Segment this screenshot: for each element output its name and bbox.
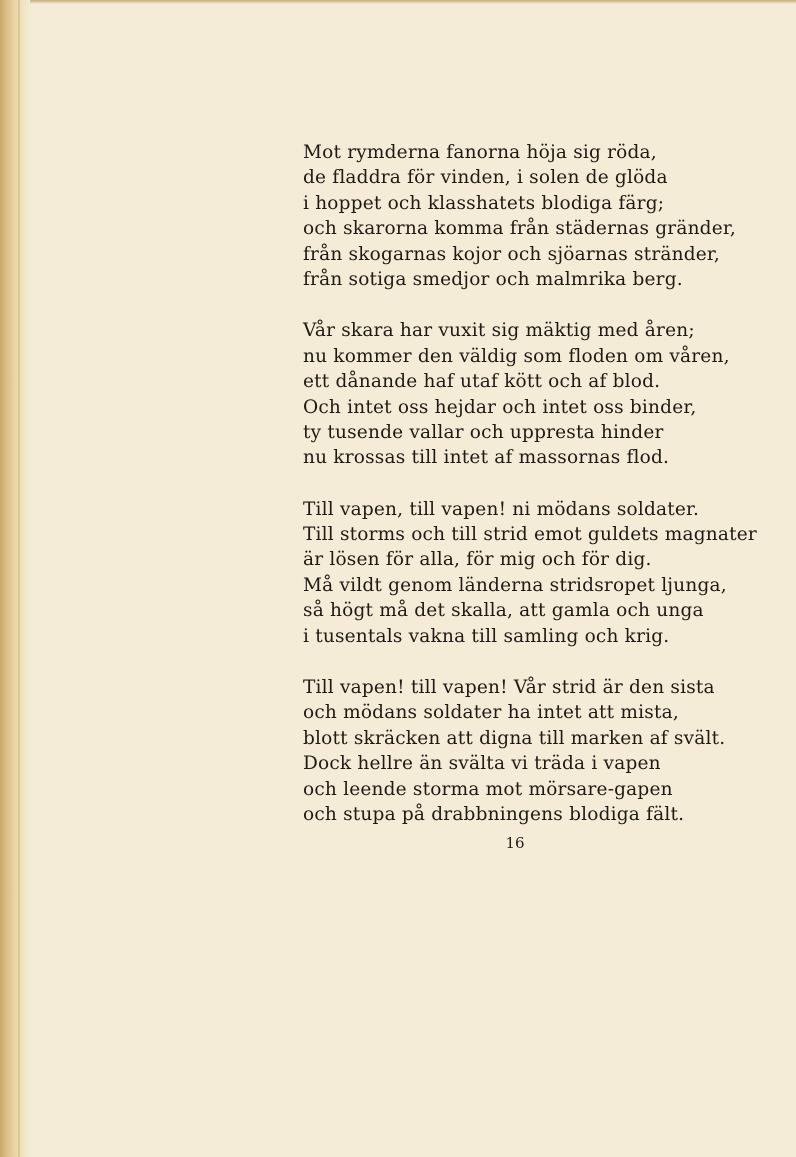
poem-line: Och intet oss hejdar och intet oss binder, <box>303 396 697 418</box>
poem-line: och mödans soldater ha intet att mista, <box>303 702 679 724</box>
poem-line: Dock hellre än svälta vi träda i vapen <box>303 753 661 775</box>
poem-line: och leende storma mot mörsare-gapen <box>303 778 673 800</box>
stanza-3 <box>303 497 773 649</box>
poem-line: Till storms och till strid emot guldets magnater <box>303 524 757 546</box>
poem-line: blott skräcken att digna till marken af svält. <box>303 727 726 749</box>
poem-line: i hoppet och klasshatets blodiga färg; <box>303 192 665 214</box>
binding-edge-line <box>18 0 20 1157</box>
poem-line: nu krossas till intet af massornas flod. <box>303 447 670 469</box>
poem-line: så högt må det skalla, att gamla och unga <box>303 600 704 622</box>
poem-line: Må vildt genom länderna stridsropet ljunga, <box>303 574 727 596</box>
poem-line: Till vapen! till vapen! Vår strid är den sista <box>303 677 715 699</box>
stanza-1 <box>303 140 773 292</box>
poem-line: ett dånande haf utaf kött och af blod. <box>303 371 661 393</box>
poem-line: de fladdra för vinden, i solen de glöda <box>303 167 668 189</box>
book-binding <box>0 0 30 1157</box>
poem-line: Mot rymderna fanorna höja sig röda, <box>303 142 657 163</box>
poem-text <box>303 140 773 853</box>
poem-line: från skogarnas kojor och sjöarnas stränder, <box>303 243 720 265</box>
page-number: 16 <box>505 834 525 852</box>
poem-line: är lösen för alla, för mig och för dig. <box>303 549 652 571</box>
poem-line: Vår skara har vuxit sig mäktig med åren; <box>303 320 695 342</box>
poem-line: nu kommer den väldig som floden om våren, <box>303 345 730 367</box>
poem-line: och skarorna komma från städernas gränder, <box>303 218 736 240</box>
stanza-4 <box>303 675 773 827</box>
poem-line: Till vapen, till vapen! ni mödans soldater. <box>303 498 700 520</box>
poem-line: från sotiga smedjor och malmrika berg. <box>303 268 683 290</box>
page-top-edge <box>0 0 796 4</box>
poem-line: i tusentals vakna till samling och krig. <box>303 625 670 647</box>
poem-line: ty tusende vallar och uppresta hinder <box>303 421 664 443</box>
stanza-2 <box>303 318 773 470</box>
poem-line: och stupa på drabbningens blodiga fält. <box>303 803 685 825</box>
